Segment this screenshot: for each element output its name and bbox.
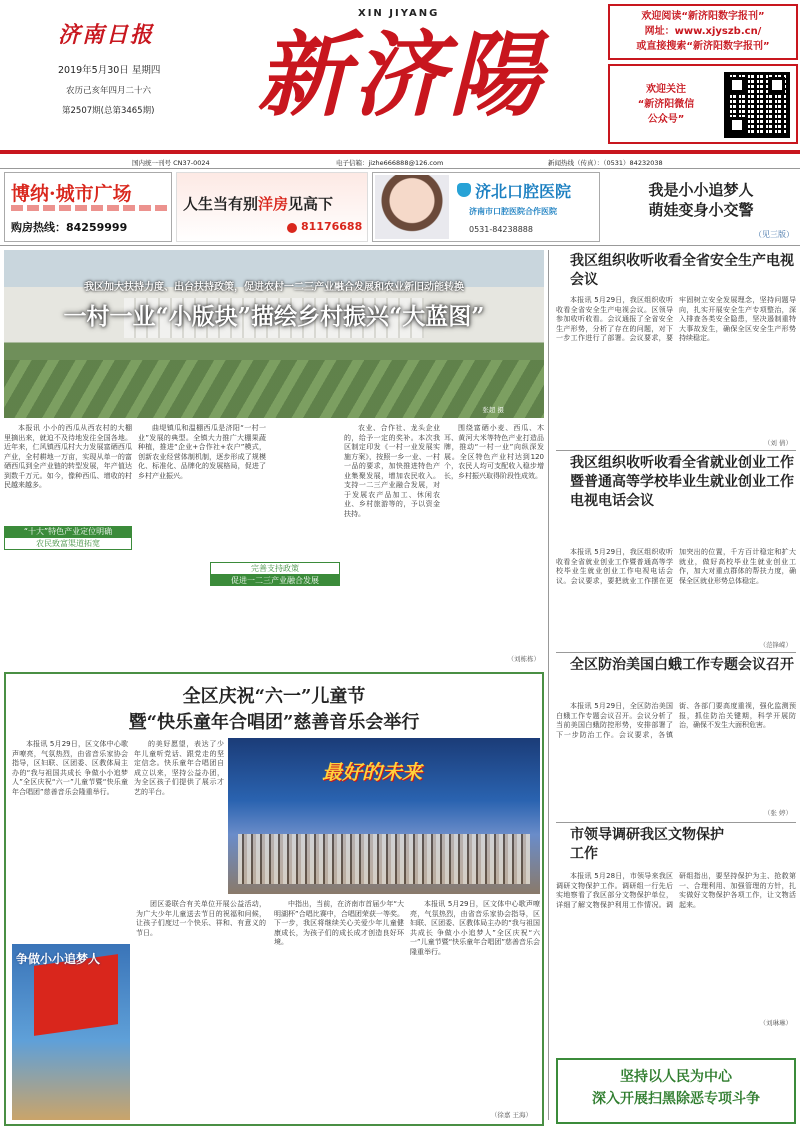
teaser-line1: 我是小小追梦人 [648,181,754,199]
masthead-title: 新济陽 [256,21,545,129]
lead-section1-subheading: 农民致富渠道拓宽 [4,537,132,550]
issue-date: 2019年5月30日 星期四 [58,65,161,76]
lead-article [4,250,544,668]
heritage-byline: （刘琳琳） [759,1019,792,1027]
lead-col1: 本报讯 小小的西瓜从西农村的大棚里摘出来，就迫不及待地发往全国各地。近年来，仁风镇西瓜村大力发展富硒西瓜产业，全村耕地一万亩，实现从单一的富硒西瓜到全产业链的转型发展，年产值达到数千万元。如今，像种西瓜、增收的村民越来越多。 [4,424,132,489]
lead-byline: （刘栋栋） [507,655,540,663]
children-col4: 中指出，当前，在济南市首届少年“大明湖杯”合唱比赛中，合唱团荣获一等奖。下一步，我区将继续关心关爱少年儿童健康成长，为孩子们的成长成才创造良好环境。 [274,900,404,946]
digital-promo [608,4,798,60]
ad-bona-plaza[interactable] [4,172,172,242]
teaser-box[interactable] [604,172,798,242]
wechat-promo-line3: 公众号” [647,114,685,125]
masthead-pinyin: XIN JIYANG [358,8,440,19]
ad-bona-phone: 购房热线：84259999 [11,221,128,234]
moth-byline: （张 婷） [763,809,792,817]
ad-dental-sub: 济南市口腔医院合作医院 [469,207,557,216]
bottom-banner-line1: 坚持以人民为中心 [620,1069,732,1085]
concert-stage-photo [228,738,540,894]
ad-dental-title: 济北口腔医院 [475,182,572,201]
children-col3: 团区委联合有关单位开展公益活动，为广大少年儿童送去节日的祝福和问候，让孩子们度过一个快乐、祥和、有意义的节日。 [136,900,266,937]
ad-bona-title: 博纳·城市广场 [11,183,132,205]
lead-photo-credit: 张超 摄 [482,406,504,414]
cn-number: 国内统一刊号 CN37-0024 [132,159,210,167]
wechat-promo [608,64,798,144]
lead-section2-subheading: 促进一二三产业融合发展 [210,575,340,586]
flag-ceremony-photo [12,944,130,1120]
wechat-promo-line2: “新济阳微信 [637,99,695,110]
bottom-banner [556,1058,796,1124]
ad-real-estate[interactable] [176,172,368,242]
ad-dental-hospital[interactable] [372,172,600,242]
lead-section1-heading: “十大”特色产业定位明确 [4,526,132,537]
tooth-icon [457,183,471,197]
ad-dental-portrait [375,175,449,239]
flag-text: 争做小小追梦人 [16,952,101,966]
children-headline-1: 全区庆祝“六一”儿童节 [182,686,366,707]
lunar-date: 农历己亥年四月二十六 [66,86,152,96]
lead-headline: 一村一业“小版块”描绘乡村振兴“大蓝图” [63,303,485,330]
lead-col2: 曲堤镇瓜和温棚西瓜是济阳“一村一业”发展的典型。全镇大力推广大棚果蔬种植，推进“企业+合作社+农户”模式，创新农业经营体制机制，逐步形成了规模化、标准化、品牌化的发展格局，促进了乡村产业振兴。 [138,424,266,480]
teaser-page-ref: （见三版） [754,230,794,239]
ad-slogan-part2: 见高下 [288,195,334,213]
news-hotline: 新闻热线（传真）：（0531）84232038 [548,159,663,167]
ad-real-estate-phone: 81176688 [301,220,363,233]
ad-slogan-part1: 人生当有别 [183,195,259,213]
heritage-headline: 市领导调研我区文物保护工作 [570,827,724,862]
children-article [4,672,544,1126]
bottom-banner-line2: 深入开展扫黑除恶专项斗争 [592,1091,760,1107]
safety-body: 本报讯 5月29日，我区组织收听收看全省安全生产电视会议。区领导参加收听收看。会议通报了全省安全生产形势，分析了存在的问题，对下一步工作进行了部署。会议要求，要牢固树立安全发展理念，坚持问题导向，扎实开展安全生产专项整治，深入排查各类安全隐患，坚决遏制重特大事故发生，确保全区安全生产形势持续稳定。 [556,296,796,342]
stage-banner-text: 最好的未来 [322,760,422,784]
employment-body: 本报讯 5月29日，我区组织收听收看全省就业创业工作暨普通高等学校毕业生就业创业工作电视电话会议。会议要求，要把就业工作摆在更加突出的位置，千方百计稳定和扩大就业，做好高校毕业生就业创业工作，加大对重点群体的帮扶力度，确保全区就业形势总体稳定。 [556,548,796,585]
digital-promo-line3: 或直接搜索“新济阳数字报刊” [636,41,770,52]
lead-col3: 农业、合作社、龙头企业的，给予一定的奖补。本次我区制定印发《一村一业发展实施方案》，按照一乡一业、一村一品的要求，加快推进特色产业集聚发展，增加农民收入。支持一二三产业融合发展，对于发展农产品加工、休闲农业、乡村旅游等的，予以资金扶持。 [344,424,440,518]
top-rule [0,150,800,154]
safety-headline: 我区组织收听收看全省安全生产电视会议 [570,253,794,288]
digital-promo-line1: 欢迎阅读“新济阳数字报刊” [641,11,765,22]
contact-email: 电子信箱：jizhe666888@126.com [336,159,444,167]
heritage-body: 本报讯 5月28日，市领导来我区调研文物保护工作。调研组一行先后实地察看了我区部分文物保护单位，详细了解文物保护利用工作情况。调研组指出，要坚持保护为主、抢救第一、合理利用、加强管理的方针，扎实做好文物保护各项工作，让文物活起来。 [556,872,796,909]
moth-headline: 全区防治美国白蛾工作专题会议召开 [570,657,794,673]
article-heritage [556,826,796,1026]
children-byline: （徐嘉 王海） [490,1111,532,1119]
lead-section2-heading: 完善支持政策 [210,562,340,575]
paper-name-logo: 济南日报 [58,22,155,48]
children-col1: 本报讯 5月29日，区文体中心歌声嘹亮，气氛热烈，由省音乐家协会指导，区妇联、区团委、区教体局主办的“我与祖国共成长 争做小小追梦人”全区庆祝“六一”儿童节暨“快乐童年合唱团”慈善音乐会隆重举行。 [12,740,128,796]
children-headline-2: 暨“快乐童年合唱团”慈善音乐会举行 [128,712,420,733]
lead-photo [4,250,544,418]
digital-promo-line2: 网址：www.xjyszb.cn/ [644,26,762,37]
info-bar [0,156,800,168]
moth-body: 本报讯 5月29日，全区防治美国白蛾工作专题会议召开。会议分析了当前美国白蛾防控形势，安排部署了下一步防治工作。会议要求，各镇街、各部门要高度重视，强化监测预报，抓住防治关键期，科学开展防治，确保不发生大面积危害。 [556,702,796,739]
ad-slogan-brand: 洋房 [258,195,289,213]
employment-byline: （范锋嵘） [759,641,792,649]
employment-headline: 我区组织收听收看全省就业创业工作暨普通高等学校毕业生就业创业工作电视电话会议 [570,455,794,509]
article-employment [556,454,796,650]
children-col2: 的美好愿望，表达了少年儿童听党话、跟党走的坚定信念。快乐童年合唱团自成立以来，坚持公益办团，为全区孩子们提供了展示才艺的平台。 [134,740,224,796]
issue-number: 第2507期(总第3465期) [62,106,155,116]
children-col5: 本报讯 5月29日，区文体中心歌声嘹亮，气氛热烈，由省音乐家协会指导，区妇联、区团委、区教体局主办的“我与祖国共成长 争做小小追梦人”全区庆祝“六一”儿童节暨“快乐童年合唱团”慈善音乐会隆重举行。 [410,900,540,956]
article-safety [556,252,796,452]
phone-icon [287,223,297,233]
safety-byline: （刘 倩） [763,439,792,447]
teaser-line2: 萌娃变身小交警 [648,201,754,219]
article-moth [556,656,796,820]
lead-col4: 围绕富硒小麦、西瓜、木耳、黄河大米等特色产业打造品牌，推动“一村一业”向纵深发展。全区特色产业村达到120个，农民人均可支配收入稳步增长，乡村振兴取得阶段性成效。 [444,424,544,480]
lead-subtitle: 我区加大扶持力度、出台扶持政策，促进农村一二三产业融合发展和农业新旧动能转换 [84,282,464,293]
masthead [0,0,800,150]
ad-dental-phone: 0531-84238888 [469,225,533,234]
wechat-promo-line1: 欢迎关注 [646,84,686,95]
qr-code-icon [724,72,790,138]
